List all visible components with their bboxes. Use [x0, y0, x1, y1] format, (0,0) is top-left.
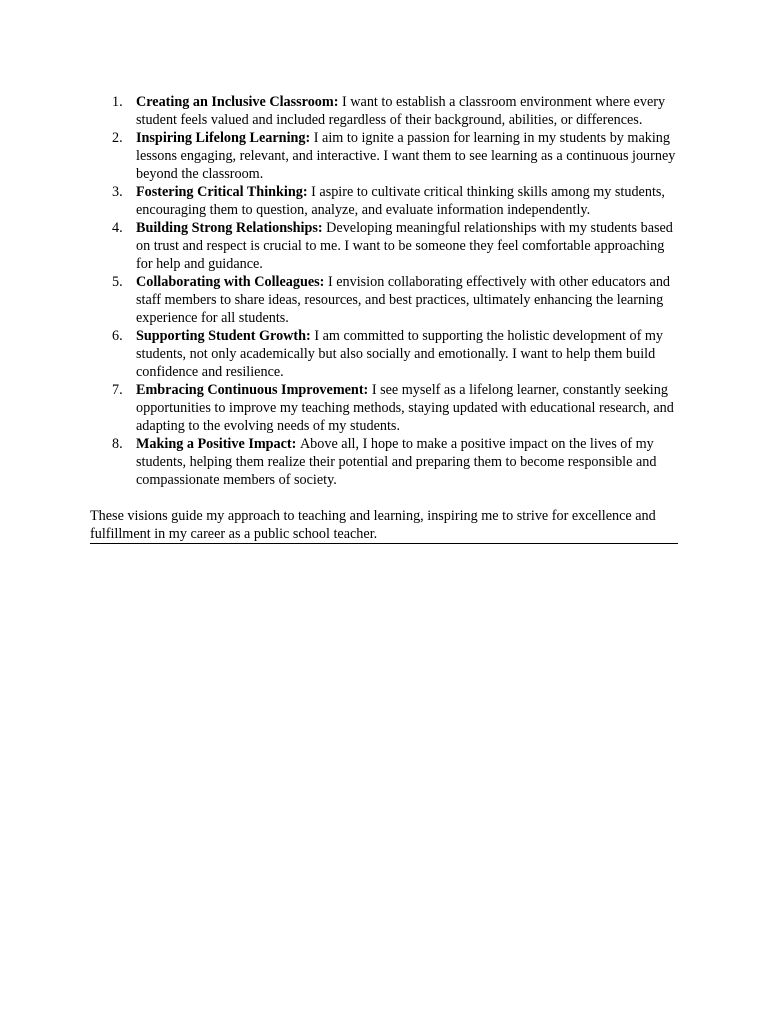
list-item-number: 4.: [112, 220, 123, 236]
list-item-text: Developing meaningful relationships with my students based on trust and respect is crucial to me. I want to be someone they feel comfortable approaching for help and guidance.: [136, 220, 673, 272]
list-item-text: I am committed to supporting the holistic development of my students, not only academically but also socially and emotionally. I want to help them build confidence and resilience.: [136, 328, 664, 380]
list-item-title: Inspiring Lifelong Learning:: [136, 130, 314, 146]
document-body: [90, 93, 678, 544]
list-item: [112, 129, 678, 183]
list-item-title: Collaborating with Colleagues:: [136, 274, 328, 290]
list-item: [112, 273, 678, 327]
list-item-text: I aim to ignite a passion for learning in my students by making lessons engaging, relevant, and interactive. I want them to see learning as a continuous journey beyond the classroom.: [136, 130, 676, 182]
list-item-title: Making a Positive Impact:: [136, 436, 300, 452]
list-item-title: Embracing Continuous Improvement:: [136, 382, 372, 398]
list-item-number: 6.: [112, 328, 123, 344]
list-item-number: 7.: [112, 382, 123, 398]
closing-paragraph: These visions guide my approach to teaching and learning, inspiring me to strive for excellence and fulfillment in my career as a public school teacher.: [90, 507, 678, 544]
list-item-number: 1.: [112, 94, 123, 110]
list-item-number: 3.: [112, 184, 123, 200]
list-item-number: 5.: [112, 274, 123, 290]
list-item: [112, 381, 678, 435]
list-item-title: Building Strong Relationships:: [136, 220, 327, 236]
list-item-text: I see myself as a lifelong learner, constantly seeking opportunities to improve my teaching methods, staying updated with educational research, and adapting to the evolving needs of my students.: [136, 382, 674, 434]
list-item-text: Above all, I hope to make a positive impact on the lives of my students, helping them realize their potential and preparing them to become responsible and compassionate members of society.: [136, 436, 657, 488]
list-item-title: Fostering Critical Thinking:: [136, 184, 312, 200]
list-item-number: 2.: [112, 130, 123, 146]
list-item-title: Creating an Inclusive Classroom:: [136, 94, 342, 110]
list-item-text: I aspire to cultivate critical thinking skills among my students, encouraging them to question, analyze, and evaluate information independently.: [136, 184, 665, 218]
list-item: [112, 183, 678, 219]
list-item: [112, 219, 678, 273]
list-item: [112, 93, 678, 129]
list-item-text: I want to establish a classroom environment where every student feels valued and included regardless of their background, abilities, or differences.: [136, 94, 666, 128]
list-item-text: I envision collaborating effectively with other educators and staff members to share ideas, resources, and best practices, ultimately enhancing the learning experience for all students.: [136, 274, 671, 326]
list-item: [112, 327, 678, 381]
list-item-title: Supporting Student Growth:: [136, 328, 315, 344]
visions-list: [90, 93, 678, 489]
list-item: [112, 435, 678, 489]
list-item-number: 8.: [112, 436, 123, 452]
